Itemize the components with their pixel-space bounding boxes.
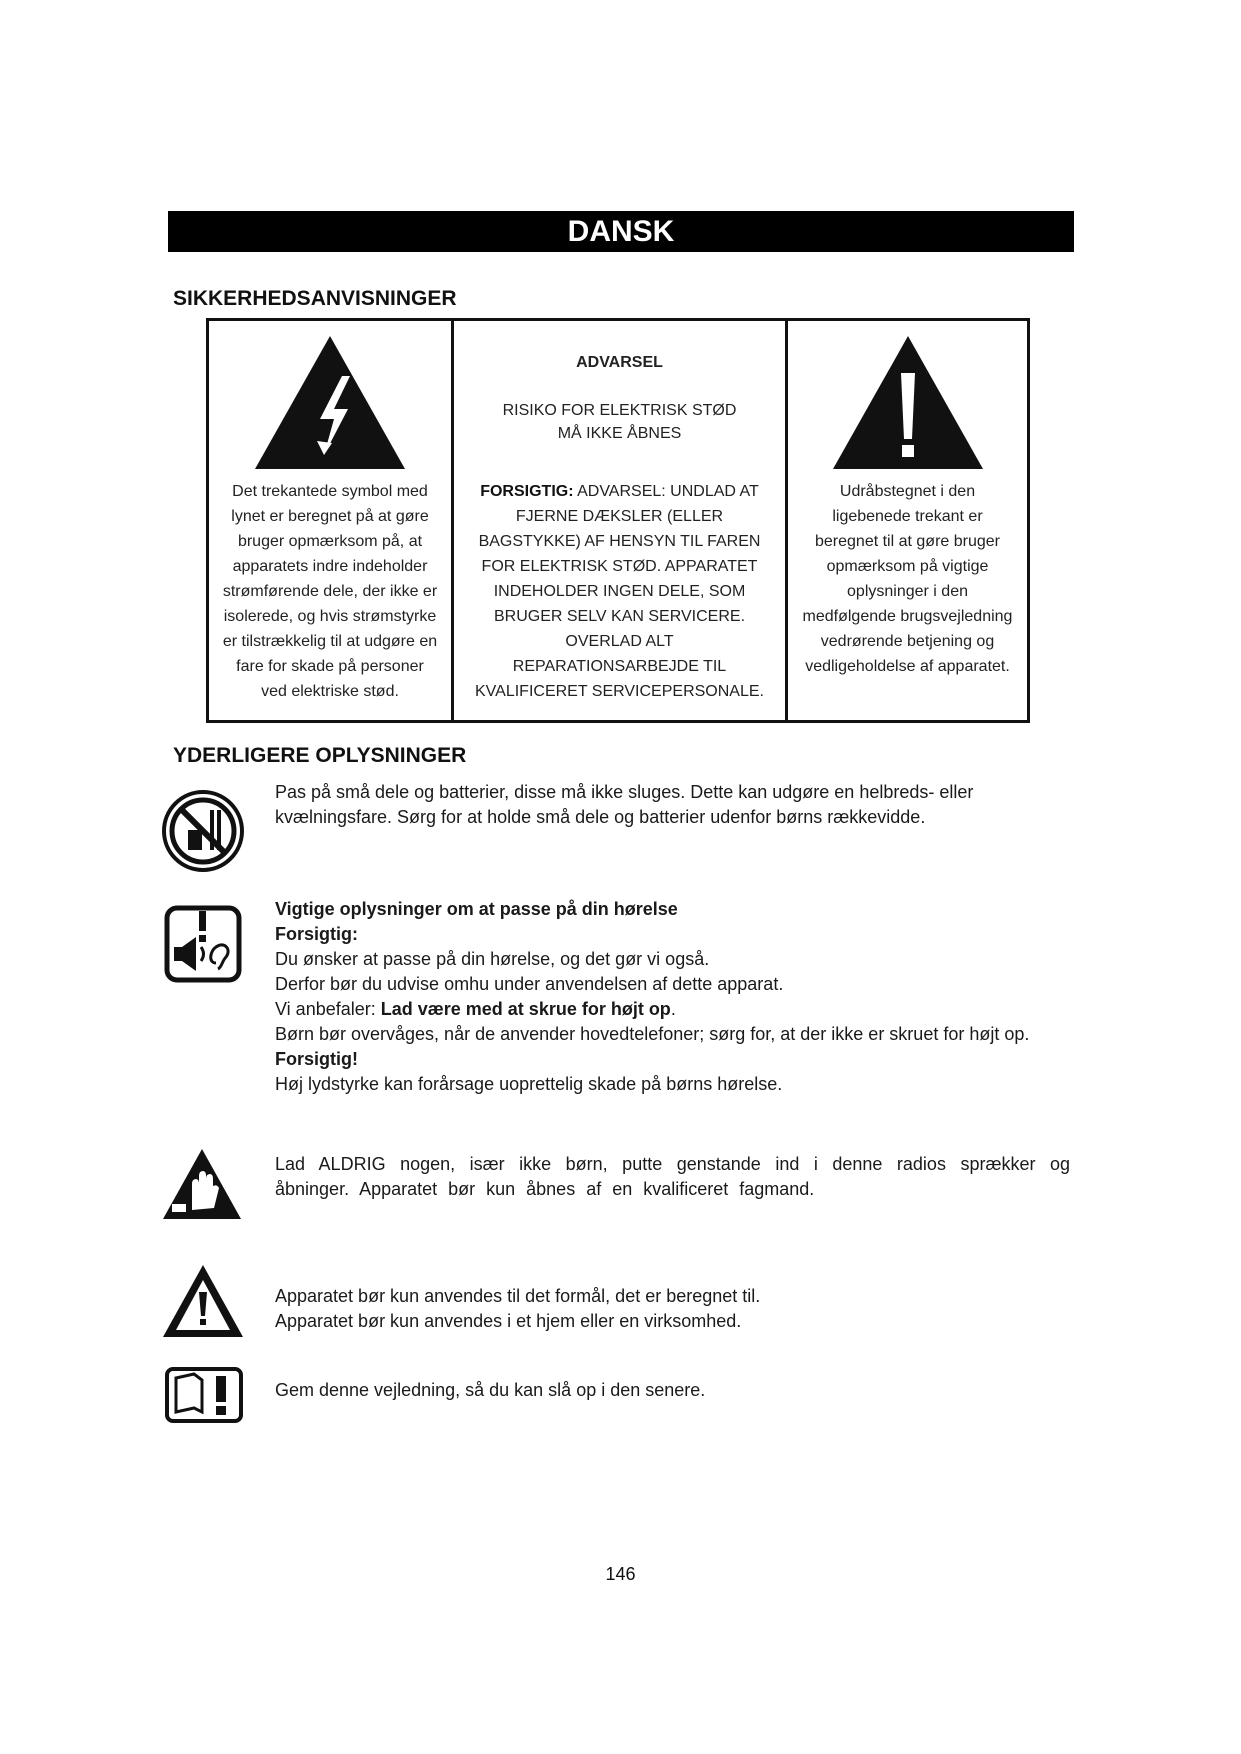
caution-triangle-icon	[160, 1262, 246, 1340]
no-eating-icon	[160, 788, 246, 874]
hearing-line-3: Børn bør overvåges, når de anvender hovedtelefoner; sørg for, at der ikke er skruet for højt op.	[275, 1024, 1030, 1044]
openings-text: Lad ALDRIG nogen, især ikke børn, putte genstande ind i denne radios sprækker og åbninger. Apparatet bør kun åbnes af en kvalificeret fagmand.	[275, 1154, 1070, 1199]
usage-line-2: Apparatet bør kun anvendes i et hjem eller en virksomhed.	[275, 1311, 742, 1331]
additional-info-title: YDERLIGERE OPLYSNINGER	[173, 744, 467, 767]
recommend-prefix: Vi anbefaler:	[275, 999, 381, 1019]
hearing-warning-icon	[164, 905, 242, 985]
exclamation-description: Udråbstegnet i den ligebenede trekant er beregnet til at gøre bruger opmærksom på vigtige oplysninger i den medfølgende brugsvejledning vedrørende betjening og vedligeholdelse af apparatet.	[802, 483, 1013, 675]
hearing-line-4: Høj lydstyrke kan forårsage uoprettelig skade på børns hørelse.	[275, 1074, 783, 1094]
hearing-caution-label: Forsigtig:	[275, 924, 358, 944]
small-parts-text: Pas på små dele og batterier, disse må ikke sluges. Dette kan udgøre en helbreds- eller kvælningsfare. Sørg for at holde små dele og batterier udenfor børns rækkevidde.	[275, 782, 974, 827]
exclamation-triangle-icon	[828, 331, 988, 477]
manual-text: Gem denne vejledning, så du kan slå op i den senere.	[275, 1380, 706, 1400]
safety-section-title: SIKKERHEDSANVISNINGER	[173, 287, 457, 310]
hand-warning-icon	[160, 1146, 244, 1222]
hearing-line-2: Derfor bør du udvise omhu under anvendelsen af dette apparat.	[275, 974, 784, 994]
hearing-caution-label-2: Forsigtig!	[275, 1049, 358, 1069]
warning-table	[206, 318, 1030, 723]
hearing-recommendation	[275, 997, 1070, 1022]
manual-icon	[164, 1366, 244, 1424]
caution-body: ADVARSEL: UNDLAD AT FJERNE DÆKSLER (ELLER BAGSTYKKE) AF HENSYN TIL FAREN FOR ELEKTRISK STØD. APPARATET INDEHOLDER INGEN DELE, SOM BRUGER SELV KAN SERVICERE. OVERLAD ALT REPARATIONSARBEJDE TIL KVALIFICERET SERVICEPERSONALE.	[475, 483, 764, 700]
lightning-triangle-icon	[250, 331, 410, 477]
warning-subheader: RISIKO FOR ELEKTRISK STØD MÅ IKKE ÅBNES	[502, 402, 737, 442]
hearing-heading: Vigtige oplysninger om at passe på din hørelse	[275, 899, 678, 919]
recommend-bold: Lad være med at skrue for højt op	[380, 999, 671, 1019]
warning-cell-lightning	[209, 321, 454, 720]
caution-label: FORSIGTIG:	[480, 483, 574, 500]
language-banner: DANSK	[168, 211, 1074, 252]
page-number: 146	[605, 1564, 636, 1584]
warning-cell-center	[454, 321, 788, 720]
warning-cell-exclamation	[788, 321, 1027, 720]
warning-header: ADVARSEL	[576, 354, 663, 371]
lightning-description: Det trekantede symbol med lynet er beregnet på at gøre bruger opmærksom på, at apparatets indre indeholder strømførende dele, der ikke er isolerede, og hvis strømstyrke er tilstrækkelig til at udgøre en fare for skade på personer ved elektriske stød.	[222, 483, 438, 700]
usage-line-1: Apparatet bør kun anvendes til det formål, det er beregnet til.	[275, 1286, 761, 1306]
caution-text	[454, 479, 785, 704]
recommend-suffix: .	[670, 999, 676, 1019]
hearing-line-1: Du ønsker at passe på din hørelse, og det gør vi også.	[275, 949, 710, 969]
